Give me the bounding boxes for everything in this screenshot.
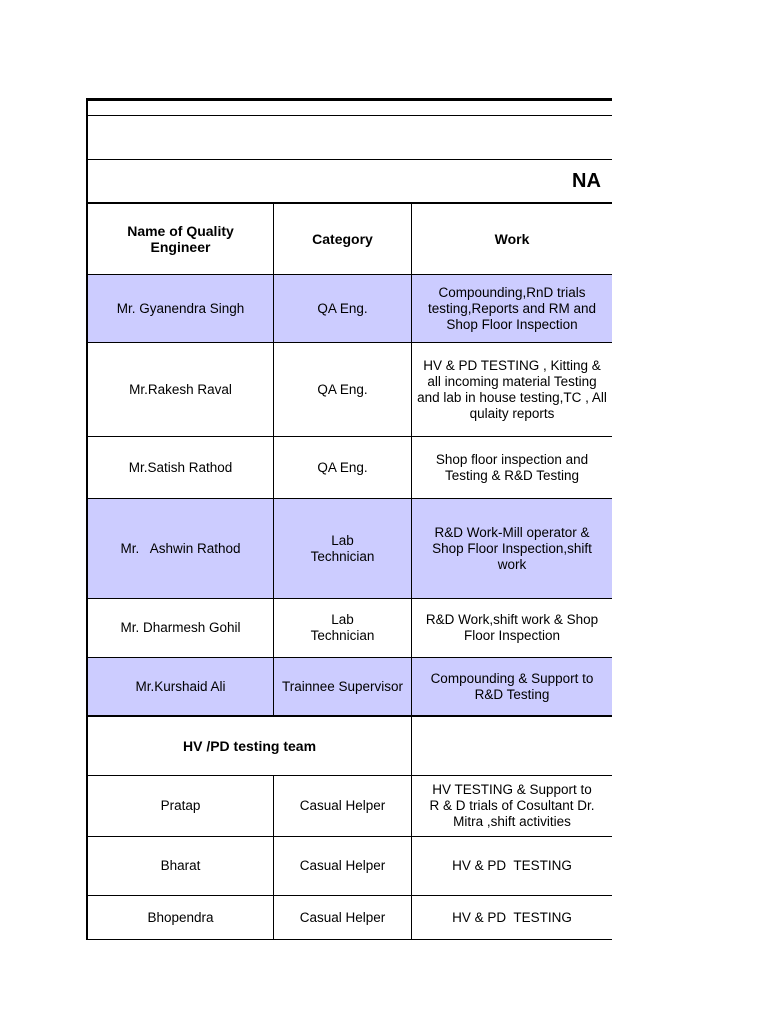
engineer-category: QA Eng. — [317, 459, 368, 475]
engineer-name: Mr.Rakesh Raval — [129, 381, 232, 397]
team-heading: HV /PD testing team — [182, 738, 317, 754]
engineer-work: Compounding,RnD trials testing,Reports and RM and Shop Floor Inspection — [427, 284, 597, 332]
sheet-title: NA — [572, 170, 601, 192]
engineer-category: Trainnee Supervisor — [281, 678, 404, 694]
border-h1 — [86, 115, 612, 116]
engineer-name: Mr.Kurshaid Ali — [135, 678, 226, 694]
helper-work: HV TESTING & Support to R & D trials of Cosultant Dr. Mitra ,shift activities — [429, 782, 595, 829]
border-h2 — [86, 159, 612, 160]
header-work: Work — [494, 231, 530, 247]
quality-team-table — [86, 98, 612, 940]
header-name: Name of Quality Engineer — [127, 223, 234, 255]
engineer-work: R&D Work-Mill operator & Shop Floor Inspection,shift work — [432, 524, 592, 572]
border-bottom — [86, 939, 612, 940]
helper-category: Casual Helper — [299, 858, 386, 873]
engineer-name: Mr. Ashwin Rathod — [120, 540, 241, 556]
engineer-work: Shop floor inspection and Testing & R&D Testing — [435, 451, 589, 483]
helper-work: HV & PD TESTING — [452, 858, 572, 873]
engineer-name: Mr. Gyanendra Singh — [116, 300, 245, 316]
helper-name: Bharat — [160, 858, 201, 873]
engineer-category: Lab Technician — [310, 612, 375, 643]
helper-category: Casual Helper — [299, 798, 386, 813]
border-top — [86, 98, 612, 101]
helper-category: Casual Helper — [299, 909, 386, 925]
engineer-name: Mr. Dharmesh Gohil — [120, 620, 241, 635]
helper-name: Pratap — [160, 798, 201, 813]
helper-name: Bhopendra — [147, 909, 214, 925]
engineer-work: Compounding & Support to R&D Testing — [430, 670, 594, 702]
engineer-work: R&D Work,shift work & Shop Floor Inspection — [425, 612, 599, 643]
engineer-category: Lab Technician — [310, 532, 375, 564]
engineer-name: Mr.Satish Rathod — [128, 459, 233, 475]
engineer-work: HV & PD TESTING , Kitting & all incoming material Testing and lab in house testing,TC , All qulaity reports — [417, 357, 607, 421]
header-category: Category — [312, 231, 373, 247]
engineer-category: QA Eng. — [317, 381, 368, 397]
engineer-category: QA Eng. — [317, 300, 368, 316]
helper-work: HV & PD TESTING — [452, 909, 572, 925]
